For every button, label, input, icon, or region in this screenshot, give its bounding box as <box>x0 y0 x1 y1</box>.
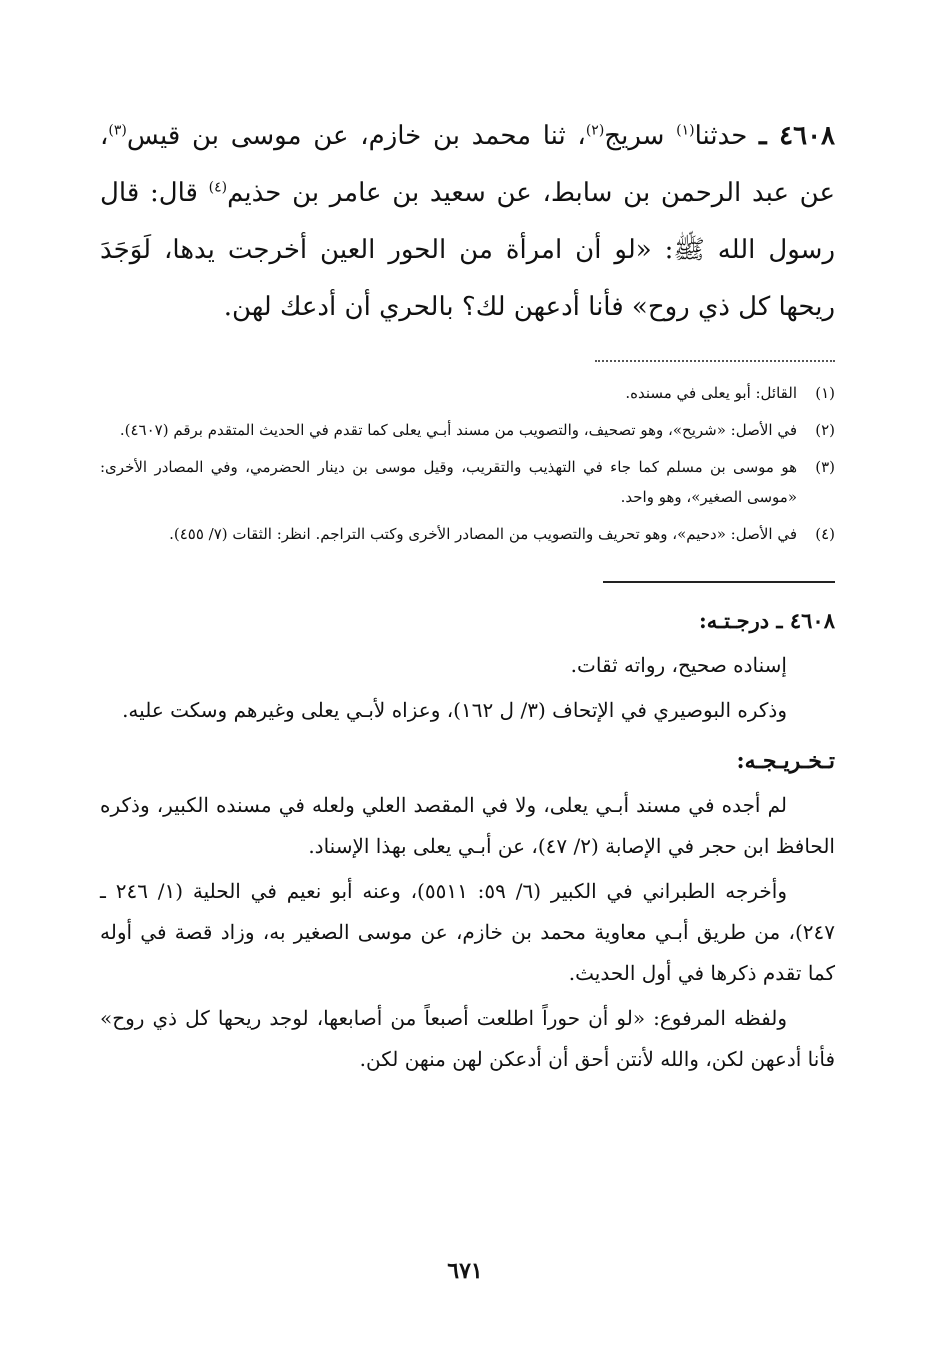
takhrij-heading: تـخـريـجـه: <box>736 748 835 774</box>
grade-heading: ٤٦٠٨ ـ درجـتـه: <box>698 608 835 633</box>
footnote-ref-2[interactable]: (٢) <box>585 122 605 139</box>
grade-paragraph-2: وذكره البوصيري في الإتحاف (٣/ ل ١٦٢)، وعزاه لأبـي يعلى وغيرهم وسكت عليه. <box>122 698 787 722</box>
hadith-segment-3: ، ثنا محمد بن خازم، عن موسى بن قيس <box>126 121 586 151</box>
page-number: ٦٧١ <box>447 1258 483 1284</box>
takhrij-paragraph-1: لم أجده في مسند أبـي يعلى، ولا في المقصد العلي ولعله في مسنده الكبير، وذكره الحافظ ابن حجر في الإصابة (٢/ ٤٧)، عن أبـي يعلى بهذا الإسناد. <box>100 793 835 858</box>
footnote-2 <box>100 415 835 445</box>
footnotes <box>100 378 835 549</box>
footnote-number: (١) <box>815 384 835 402</box>
footnote-text: القائل: أبو يعلى في مسنده. <box>625 384 797 402</box>
hadith-segment-2: سريج <box>604 121 677 151</box>
footnote-ref-4[interactable]: (٤) <box>208 179 228 196</box>
hadith-segment-4: ، عن عبد الرحمن بن سابط، عن سعيد بن عامر بن حذيم <box>100 121 835 208</box>
footnote-ref-3[interactable]: (٣) <box>108 122 127 139</box>
footnote-number: (٤) <box>815 525 835 543</box>
grade-paragraph-1: إسناده صحيح، رواته ثقات. <box>570 653 787 677</box>
footnote-1 <box>100 378 835 408</box>
footnote-number: (٣) <box>815 458 835 476</box>
hadith-number: ٤٦٠٨ ـ <box>759 121 835 151</box>
footnote-text: في الأصل: «دحيم»، وهو تحريف والتصويب من المصادر الأخرى وكتب التراجم. انظر: الثقات (٧/ ٤٥٥). <box>169 525 797 543</box>
section-divider <box>603 581 835 583</box>
takhrij-paragraph-2: وأخرجه الطبراني في الكبير (٦/ ٥٩: ٥٥١١)، وعنه أبو نعيم في الحلية (١/ ٢٤٦ ـ ٢٤٧)، من طريق أبـي معاوية محمد بن خازم، عن موسى الصغير به، وزاد قصة في أوله كما تقدم ذكرها في أول الحديث. <box>100 879 835 985</box>
hadith-segment-5: قال: قال رسول الله ﷺ: «لو أن امرأة من الحور العين أخرجت يدها، لَوَجَدَ ريحها كل ذي روح» فأنا أدعهن لك؟ بالحري أن أدعك لهن. <box>100 178 835 322</box>
hadith-segment-1: حدثنا <box>694 121 760 151</box>
takhrij-paragraph-3: ولفظه المرفوع: «لو أن حوراً اطلعت أصبعاً من أصابعها، لوجد ريحها كل ذي روح» فأنا أدعهن لكن، والله لأنتن أحق أن أدعكن لهن منهن لكن. <box>100 1006 835 1071</box>
hadith-text <box>100 108 835 336</box>
page-body <box>100 108 835 1084</box>
footnote-number: (٢) <box>815 421 835 439</box>
footnote-3 <box>100 452 835 512</box>
footnote-4 <box>100 519 835 549</box>
footnote-ref-1[interactable]: (١) <box>676 122 695 139</box>
footnote-text: في الأصل: «شريح»، وهو تصحيف، والتصويب من مسند أبـي يعلى كما تقدم في الحديث المتقدم برقم (٤٦٠٧). <box>119 421 797 439</box>
footnote-separator <box>595 360 835 362</box>
footnote-text: هو موسى بن مسلم كما جاء في التهذيب والتقريب، وقيل موسى بن دينار الحضرمي، وفي المصادر الأخرى: «موسى الصغير»، وهو واحد. <box>100 458 797 506</box>
